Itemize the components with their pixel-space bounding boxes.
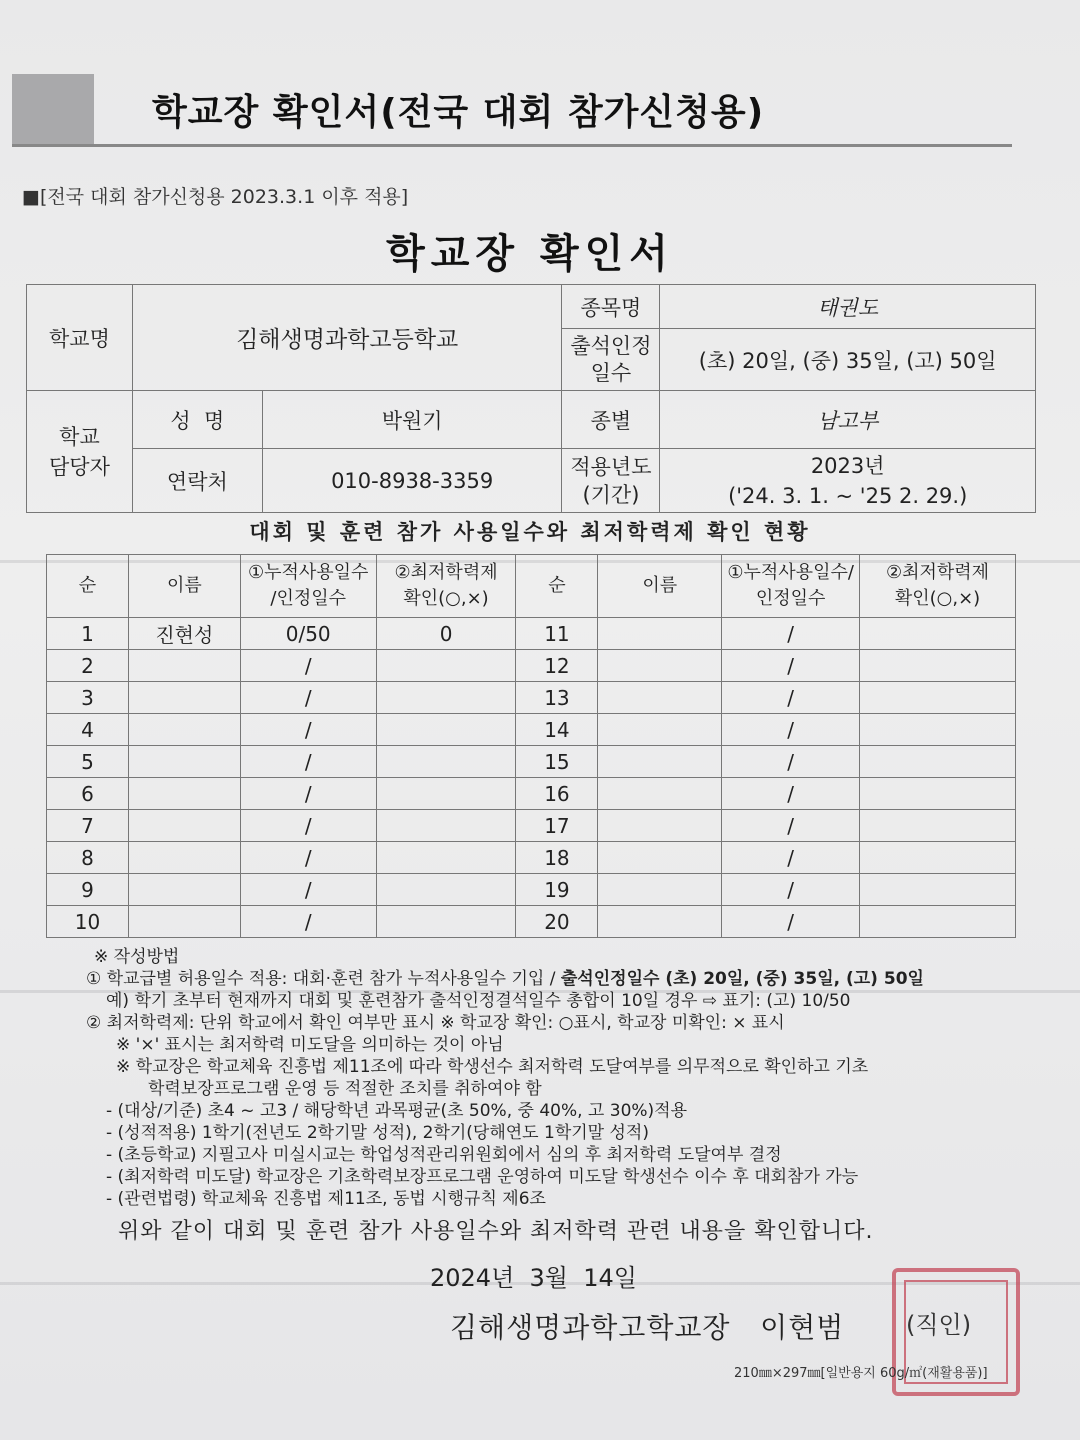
row-name-2	[598, 842, 722, 874]
row-academic-2	[860, 618, 1016, 650]
row-name	[128, 714, 240, 746]
period-value: ('24. 3. 1. ~ '25 2. 29.)	[728, 483, 968, 508]
header-no: 순	[47, 555, 129, 618]
row-days: /	[240, 746, 376, 778]
year-cell	[660, 449, 1036, 513]
row-no: 5	[47, 746, 129, 778]
row-no: 7	[47, 810, 129, 842]
row-no-2: 15	[516, 746, 598, 778]
division-label: 종별	[562, 391, 660, 449]
row-days-2: /	[722, 842, 860, 874]
row-name-2	[598, 714, 722, 746]
row-no: 3	[47, 682, 129, 714]
row-no-2: 12	[516, 650, 598, 682]
row-days-2: /	[722, 746, 860, 778]
instruction-2: ② 최저학력제: 단위 학교에서 확인 여부만 표시 ※ 학교장 확인: ○표시, 학교장 미확인: × 표시	[86, 1013, 785, 1033]
header-academic-2: ②최저학력제 확인(○,×)	[860, 555, 1016, 618]
row-no-2: 18	[516, 842, 598, 874]
row-no-2: 17	[516, 810, 598, 842]
row-academic	[376, 682, 516, 714]
instructions-heading: ※ 작성방법	[94, 947, 180, 967]
table-row	[47, 810, 1016, 842]
table-row	[47, 778, 1016, 810]
table-row	[47, 650, 1016, 682]
name-label: 성 명	[132, 391, 262, 449]
table-row	[47, 618, 1016, 650]
table-row	[47, 714, 1016, 746]
row-no-2: 13	[516, 682, 598, 714]
instruction-2a: ※ '×' 표시는 최저학력 미도달을 의미하는 것이 아님	[116, 1035, 504, 1055]
row-name	[128, 778, 240, 810]
row-academic-2	[860, 682, 1016, 714]
row-academic-2	[860, 746, 1016, 778]
instruction-2c: 학력보장프로그램 운영 등 적절한 조치를 취하여야 함	[148, 1079, 542, 1099]
header-band	[12, 74, 1012, 147]
roster-header-row	[47, 555, 1016, 618]
row-days-2: /	[722, 778, 860, 810]
division-value: 남고부	[660, 391, 1036, 449]
row-days-2: /	[722, 714, 860, 746]
row-academic	[376, 842, 516, 874]
header-title: 학교장 확인서(전국 대회 참가신청용)	[152, 92, 765, 133]
contact-label: 연락처	[132, 449, 262, 513]
row-no-2: 19	[516, 874, 598, 906]
contact-value: 010-8938-3359	[262, 449, 562, 513]
header-gray-block	[12, 74, 94, 144]
row-academic	[376, 874, 516, 906]
header-academic: ②최저학력제 확인(○,×)	[376, 555, 516, 618]
row-days: /	[240, 842, 376, 874]
row-name-2	[598, 874, 722, 906]
detail-5: - (관련법령) 학교체육 진흥법 제11조, 동법 시행규칙 제6조	[106, 1189, 546, 1209]
header-no-2: 순	[516, 555, 598, 618]
name-value: 박원기	[262, 391, 562, 449]
detail-2: - (성적적용) 1학기(전년도 2학기말 성적), 2학기(당해연도 1학기말 성적)	[106, 1123, 649, 1143]
attendance-label: 출석인정 일수	[562, 329, 660, 391]
row-no: 6	[47, 778, 129, 810]
row-days: /	[240, 874, 376, 906]
paper-spec-footer: 210㎜×297㎜[일반용지 60g/㎡(재활용품)]	[734, 1366, 988, 1381]
row-days: /	[240, 682, 376, 714]
row-name	[128, 746, 240, 778]
row-academic-2	[860, 874, 1016, 906]
row-name-2	[598, 746, 722, 778]
instruction-1b: 출석인정일수 (초) 20일, (중) 35일, (고) 50일	[560, 969, 924, 989]
row-days: 0/50	[240, 618, 376, 650]
row-academic	[376, 810, 516, 842]
event-label: 종목명	[562, 285, 660, 329]
row-academic	[376, 650, 516, 682]
row-no: 8	[47, 842, 129, 874]
row-name	[128, 842, 240, 874]
row-no: 4	[47, 714, 129, 746]
row-name-2	[598, 618, 722, 650]
detail-3: - (초등학교) 지필고사 미실시교는 학업성적관리위원회에서 심의 후 최저학력 도달여부 결정	[106, 1145, 782, 1165]
row-name	[128, 682, 240, 714]
row-academic-2	[860, 842, 1016, 874]
row-days: /	[240, 650, 376, 682]
principal-signature: 김해생명과학고학교장 이현범	[450, 1311, 845, 1344]
instruction-1-example: 예) 학기 초부터 현재까지 대회 및 훈련참가 출석인정결석일수 총합이 10일 경우 ⇨ 표기: (고) 10/50	[106, 991, 851, 1011]
detail-4: - (최저학력 미도달) 학교장은 기초학력보장프로그램 운영하여 미도달 학생선수 이수 후 대회참가 가능	[106, 1167, 859, 1187]
row-name-2	[598, 810, 722, 842]
confirmation-text: 위와 같이 대회 및 훈련 참가 사용일수와 최저학력 관련 내용을 확인합니다.	[118, 1219, 874, 1244]
row-no-2: 14	[516, 714, 598, 746]
info-table	[26, 284, 1036, 513]
table-row	[47, 682, 1016, 714]
row-academic-2	[860, 810, 1016, 842]
row-no: 10	[47, 906, 129, 938]
instruction-2b: ※ 학교장은 학교체육 진흥법 제11조에 따라 학생선수 최저학력 도달여부를 의무적으로 확인하고 기초	[116, 1057, 869, 1077]
header-name-2: 이름	[598, 555, 722, 618]
row-days-2: /	[722, 682, 860, 714]
row-days: /	[240, 778, 376, 810]
row-name-2	[598, 906, 722, 938]
row-name: 진현성	[128, 618, 240, 650]
row-name	[128, 906, 240, 938]
row-days-2: /	[722, 874, 860, 906]
instructions	[86, 946, 1026, 1210]
instruction-1	[86, 968, 1026, 990]
detail-1: - (대상/기준) 초4 ~ 고3 / 해당학년 과목평균(초 50%, 중 40%, 고 30%)적용	[106, 1101, 688, 1121]
row-days-2: /	[722, 618, 860, 650]
instruction-1a: ① 학교급별 허용일수 적용: 대회·훈련 참가 누적사용일수 기입 /	[86, 969, 561, 989]
row-name	[128, 650, 240, 682]
row-academic-2	[860, 650, 1016, 682]
row-name	[128, 810, 240, 842]
row-days-2: /	[722, 650, 860, 682]
year-label: 적용년도 (기간)	[562, 449, 660, 513]
row-no-2: 20	[516, 906, 598, 938]
table-row	[47, 906, 1016, 938]
row-days-2: /	[722, 810, 860, 842]
row-name-2	[598, 778, 722, 810]
row-name	[128, 874, 240, 906]
row-academic	[376, 714, 516, 746]
main-title: 학교장 확인서	[386, 231, 674, 277]
row-academic	[376, 746, 516, 778]
year-value: 2023년	[810, 453, 885, 478]
row-academic	[376, 906, 516, 938]
row-academic-2	[860, 778, 1016, 810]
row-no: 9	[47, 874, 129, 906]
row-academic: 0	[376, 618, 516, 650]
row-days: /	[240, 906, 376, 938]
applicability-note: ■[전국 대회 참가신청용 2023.3.1 이후 적용]	[22, 186, 409, 208]
seal-label: (직인)	[906, 1311, 972, 1339]
header-name: 이름	[128, 555, 240, 618]
row-days: /	[240, 714, 376, 746]
row-name-2	[598, 682, 722, 714]
table-row	[47, 746, 1016, 778]
row-name-2	[598, 650, 722, 682]
row-no: 2	[47, 650, 129, 682]
issue-date: 2024년 3월 14일	[430, 1264, 637, 1292]
row-academic-2	[860, 714, 1016, 746]
manager-label: 학교 담당자	[27, 391, 133, 513]
row-days: /	[240, 810, 376, 842]
school-label: 학교명	[27, 285, 133, 391]
table-row	[47, 874, 1016, 906]
roster-table	[46, 554, 1016, 938]
row-no-2: 16	[516, 778, 598, 810]
header-days-2: ①누적사용일수/ 인정일수	[722, 555, 860, 618]
table-row	[47, 842, 1016, 874]
row-no: 1	[47, 618, 129, 650]
row-academic	[376, 778, 516, 810]
school-value: 김해생명과학고등학교	[132, 285, 562, 391]
event-value: 태권도	[660, 285, 1036, 329]
row-days-2: /	[722, 906, 860, 938]
row-academic-2	[860, 906, 1016, 938]
attendance-value: (초) 20일, (중) 35일, (고) 50일	[660, 329, 1036, 391]
header-days: ①누적사용일수 /인정일수	[240, 555, 376, 618]
section-title: 대회 및 훈련 참가 사용일수와 최저학력제 확인 현황	[249, 520, 811, 544]
row-no-2: 11	[516, 618, 598, 650]
